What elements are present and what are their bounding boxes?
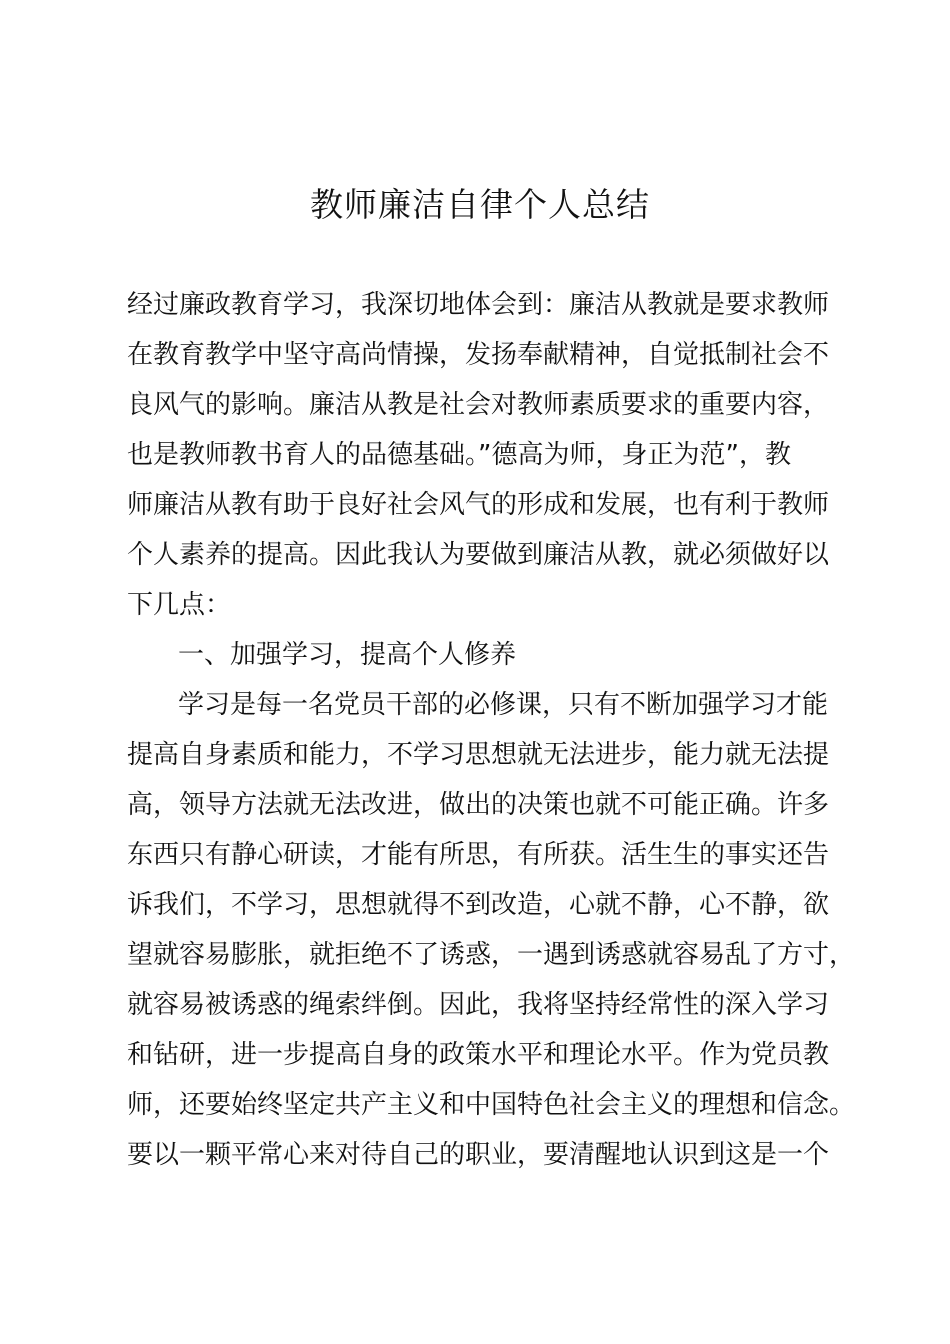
body-line: 提高自身素质和能力，不学习思想就无法进步，能力就无法提 — [127, 740, 830, 770]
body-line: 高，领导方法就无法改进，做出的决策也就不可能正确。许多 — [127, 790, 830, 820]
body-line: 要以一颗平常心来对待自己的职业，要清醒地认识到这是一个 — [127, 1140, 830, 1170]
body-line: 就容易被诱惑的绳索绊倒。因此，我将坚持经常性的深入学习 — [127, 990, 830, 1020]
body-line: 个人素养的提高。因此我认为要做到廉洁从教，就必须做好以 — [127, 540, 830, 570]
body-line: 东西只有静心研读，才能有所思，有所获。活生生的事实还告 — [127, 840, 830, 870]
body-line: 在教育教学中坚守高尚情操，发扬奉献精神，自觉抵制社会不 — [127, 340, 830, 370]
body-line: 经过廉政教育学习，我深切地体会到：廉洁从教就是要求教师 — [127, 290, 830, 320]
body-line: 师廉洁从教有助于良好社会风气的形成和发展，也有利于教师 — [127, 490, 830, 520]
section-heading: 一、加强学习，提高个人修养 — [178, 640, 517, 670]
body-line: 良风气的影响。廉洁从教是社会对教师素质要求的重要内容， — [127, 390, 830, 420]
document-title: 教师廉洁自律个人总结 — [310, 185, 650, 224]
body-line: 也是教师教书育人的品德基础。”德高为师，身正为范”，教 — [127, 440, 791, 470]
body-line: 学习是每一名党员干部的必修课，只有不断加强学习才能 — [178, 690, 829, 720]
body-line: 望就容易膨胀，就拒绝不了诱惑，一遇到诱惑就容易乱了方寸， — [127, 940, 856, 970]
body-line: 诉我们，不学习，思想就得不到改造，心就不静，心不静，欲 — [127, 890, 830, 920]
body-line: 下几点： — [127, 590, 232, 620]
body-line: 和钻研，进一步提高自身的政策水平和理论水平。作为党员教 — [127, 1040, 830, 1070]
body-line: 师，还要始终坚定共产主义和中国特色社会主义的理想和信念。 — [127, 1090, 856, 1120]
